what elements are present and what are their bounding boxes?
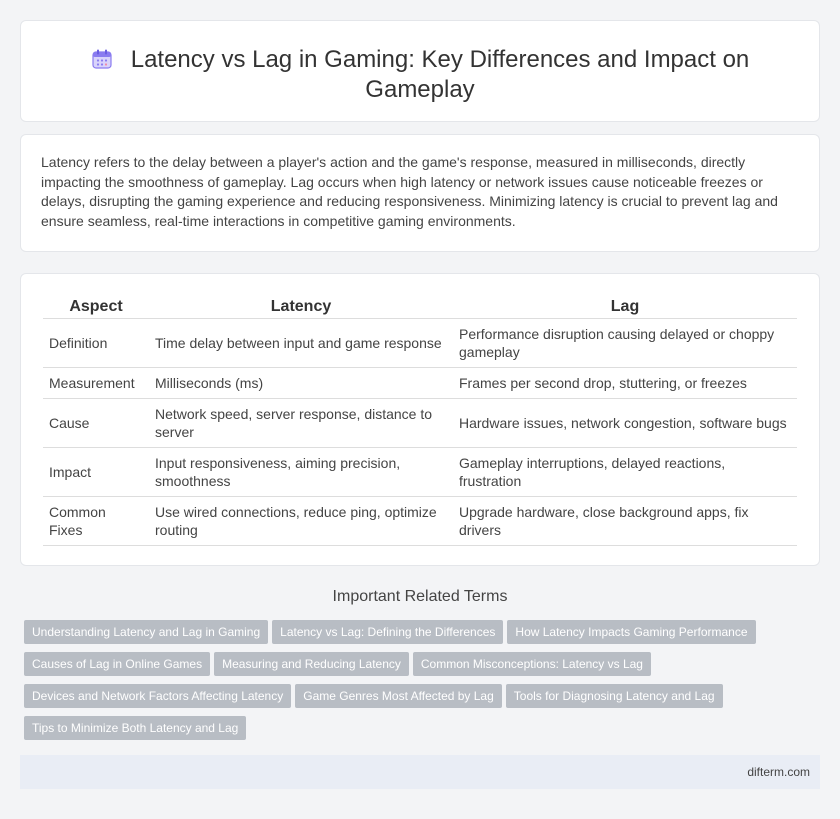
table-cell-aspect: Cause — [43, 399, 149, 448]
related-term-tag[interactable]: Tools for Diagnosing Latency and Lag — [506, 684, 723, 708]
table-cell-lag: Performance disruption causing delayed or choppy gameplay — [453, 319, 797, 368]
table-cell-latency: Network speed, server response, distance to server — [149, 399, 453, 448]
related-term-tag[interactable]: Tips to Minimize Both Latency and Lag — [24, 716, 246, 740]
table-header-row — [43, 294, 797, 319]
related-terms-list — [24, 620, 824, 748]
related-term-tag[interactable]: Measuring and Reducing Latency — [214, 652, 409, 676]
table-row — [43, 497, 797, 546]
footer-site-link[interactable]: difterm.com — [747, 765, 810, 779]
page-title — [21, 45, 819, 105]
page-title-text: Latency vs Lag in Gaming: Key Differences and Impact on Gameplay — [130, 46, 750, 103]
related-term-tag[interactable]: Game Genres Most Affected by Lag — [295, 684, 502, 708]
column-header-aspect: Aspect — [43, 294, 149, 319]
table-cell-aspect: Impact — [43, 448, 149, 497]
comparison-table-card — [20, 273, 820, 566]
table-cell-lag: Upgrade hardware, close background apps, fix drivers — [453, 497, 797, 546]
footer — [20, 755, 820, 789]
related-term-tag[interactable]: Common Misconceptions: Latency vs Lag — [413, 652, 651, 676]
related-term-tag[interactable]: Understanding Latency and Lag in Gaming — [24, 620, 268, 644]
title-card — [20, 20, 820, 122]
summary-card — [20, 134, 820, 252]
calendar-icon — [91, 48, 113, 70]
table-cell-latency: Use wired connections, reduce ping, optimize routing — [149, 497, 453, 546]
table-cell-latency: Milliseconds (ms) — [149, 368, 453, 399]
table-cell-lag: Hardware issues, network congestion, software bugs — [453, 399, 797, 448]
related-terms-heading: Important Related Terms — [332, 588, 508, 605]
column-header-lag: Lag — [453, 294, 797, 319]
related-term-tag[interactable]: Causes of Lag in Online Games — [24, 652, 210, 676]
related-term-tag[interactable]: Latency vs Lag: Defining the Differences — [272, 620, 503, 644]
table-cell-latency: Time delay between input and game response — [149, 319, 453, 368]
table-cell-aspect: Common Fixes — [43, 497, 149, 546]
table-cell-lag: Frames per second drop, stuttering, or freezes — [453, 368, 797, 399]
related-term-tag[interactable]: How Latency Impacts Gaming Performance — [507, 620, 755, 644]
table-row — [43, 319, 797, 368]
table-row — [43, 448, 797, 497]
table-cell-aspect: Definition — [43, 319, 149, 368]
related-term-tag[interactable]: Devices and Network Factors Affecting Latency — [24, 684, 291, 708]
table-cell-aspect: Measurement — [43, 368, 149, 399]
table-cell-latency: Input responsiveness, aiming precision, smoothness — [149, 448, 453, 497]
comparison-table — [43, 294, 797, 546]
column-header-latency: Latency — [149, 294, 453, 319]
table-cell-lag: Gameplay interruptions, delayed reactions, frustration — [453, 448, 797, 497]
table-row — [43, 368, 797, 399]
table-row — [43, 399, 797, 448]
summary-text: Latency refers to the delay between a player's action and the game's response, measured in milliseconds, directly impacting the smoothness of gameplay. Lag occurs when high latency or network issues cause noticeable freezes or delays, disrupting the gaming experience and reducing responsiveness. Minimizing latency is crucial to prevent lag and ensure seamless, real-time interactions in competitive gaming environments. — [41, 154, 778, 229]
